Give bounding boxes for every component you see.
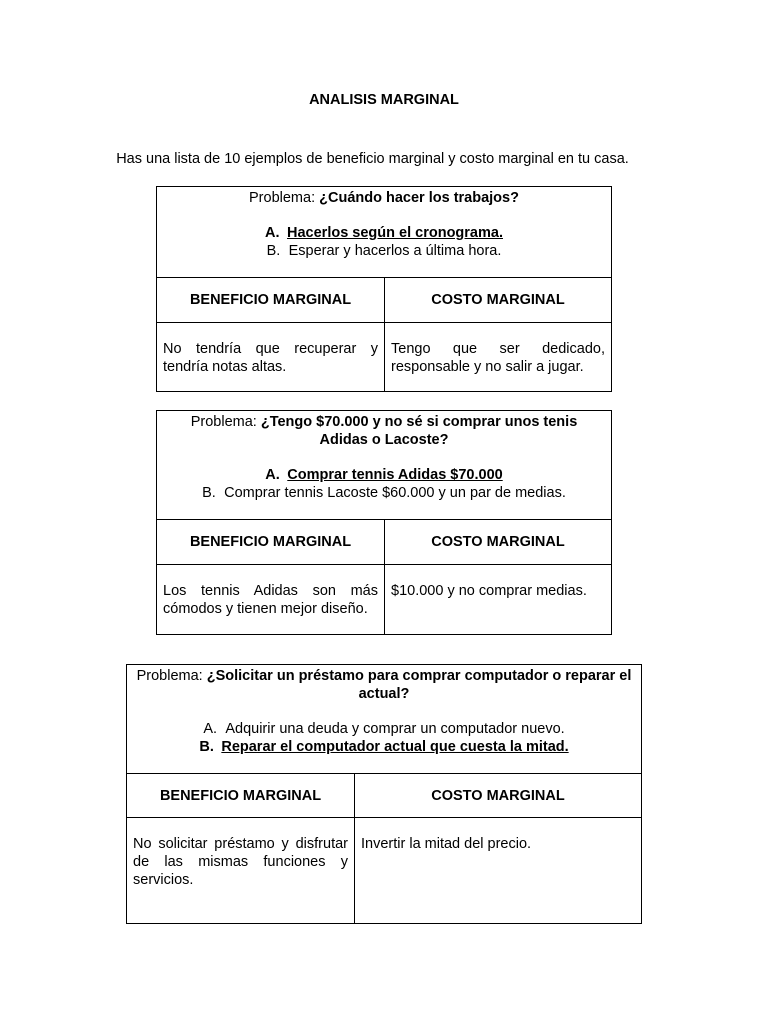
costo-cell: $10.000 y no comprar medias. [391, 583, 587, 599]
problem-label: Problema: [136, 668, 207, 684]
problem-statement [127, 667, 641, 703]
problem-table-2 [156, 410, 612, 635]
option-b: B. Comprar tennis Lacoste $60.000 y un par de medias. [202, 485, 566, 501]
costo-cell: Tengo que ser dedicado, responsable y no salir a jugar. [391, 341, 605, 375]
problem-statement [157, 189, 611, 207]
header-beneficio: BENEFICIO MARGINAL [157, 278, 385, 322]
beneficio-cell: No solicitar préstamo y disfrutar de las mismas funciones y servicios. [127, 818, 355, 923]
option-a: A. Comprar tennis Adidas $70.000 [265, 467, 503, 483]
beneficio-cell: Los tennis Adidas son más cómodos y tienen mejor diseño. [157, 565, 385, 634]
header-costo: COSTO MARGINAL [431, 534, 565, 550]
intro-text: Has una lista de 10 ejemplos de beneficio marginal y costo marginal en tu casa. [116, 151, 629, 167]
problem-cell [157, 187, 611, 278]
beneficio-cell: No tendría que recuperar y tendría notas altas. [157, 323, 385, 391]
option-b: B. Esperar y hacerlos a última hora. [266, 243, 502, 259]
problem-question: ¿Tengo $70.000 y no sé si comprar unos tenis Adidas o Lacoste? [260, 414, 578, 448]
header-beneficio: BENEFICIO MARGINAL [127, 774, 355, 817]
problem-cell [157, 411, 611, 520]
option-a: A. Hacerlos según el cronograma. [265, 225, 503, 241]
page-title: ANALISIS MARGINAL [309, 92, 459, 108]
problem-label: Problema: [190, 414, 261, 430]
option-b: B. Reparar el computador actual que cuesta la mitad. [199, 739, 569, 755]
header-costo: COSTO MARGINAL [431, 292, 565, 308]
header-beneficio: BENEFICIO MARGINAL [157, 520, 385, 564]
problem-question: ¿Cuándo hacer los trabajos? [319, 190, 519, 206]
problem-statement [157, 413, 611, 449]
problem-label: Problema: [249, 190, 320, 206]
costo-cell: Invertir la mitad del precio. [361, 836, 532, 852]
problem-table-1 [156, 186, 612, 392]
option-a: A. Adquirir una deuda y comprar un computador nuevo. [203, 721, 565, 737]
problem-table-3 [126, 664, 642, 924]
problem-question: ¿Solicitar un préstamo para comprar computador o reparar el actual? [206, 668, 632, 702]
header-costo: COSTO MARGINAL [431, 787, 565, 804]
problem-cell [127, 665, 641, 774]
